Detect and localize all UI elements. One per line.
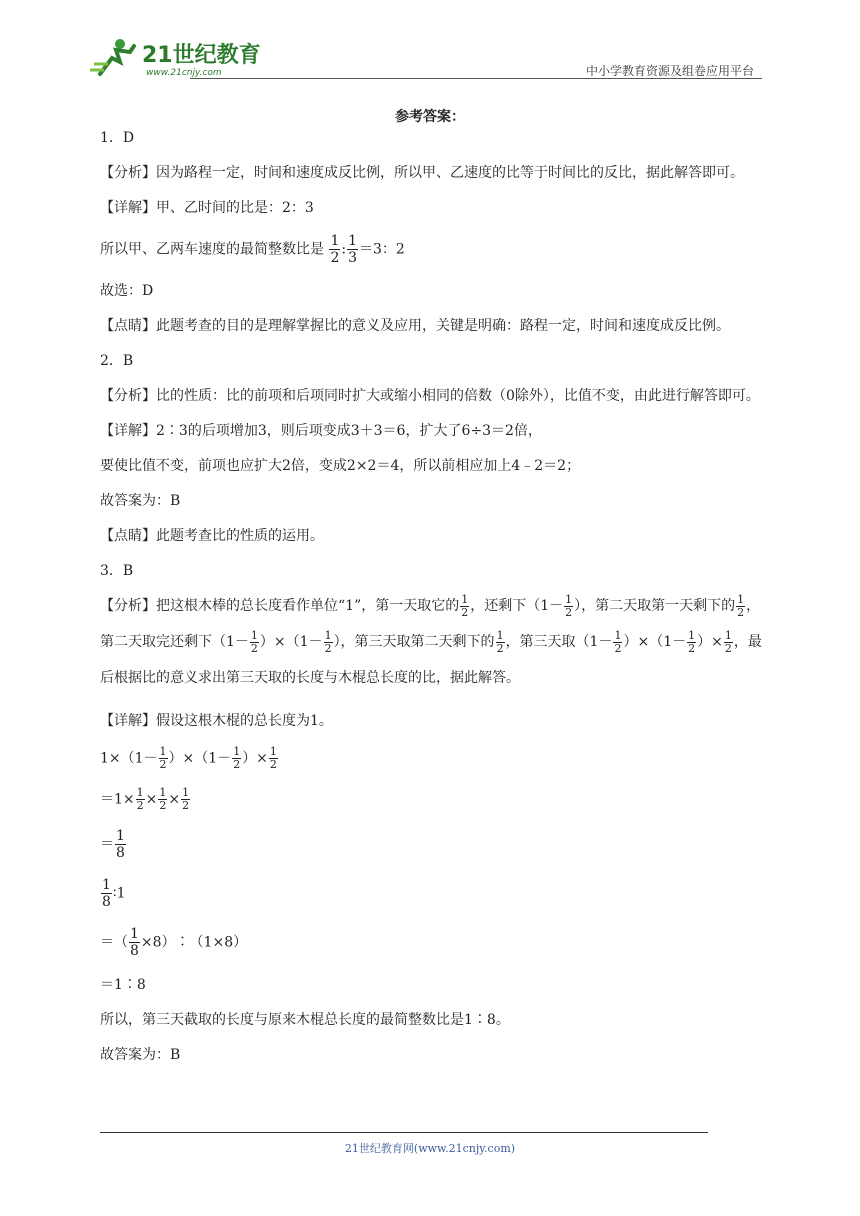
q3-conclusion: 所以，第三天截取的长度与原来木棍总长度的最简整数比是1∶8。 [100,1012,510,1028]
q3-expr-2: ＝1× $\frac{1}{2}$ × $\frac{1}{2}$ × $\frac{1}{2}$ [100,786,190,812]
q2-detail-1: 【详解】2∶3的后项增加3，则后项变成3＋3＝6，扩大了6÷3＝2倍， [100,423,542,439]
q3-expr-3: ＝ $\frac{1}{8}$ [100,828,125,861]
q2-analysis: 【分析】比的性质：比的前项和后项同时扩大或缩小相同的倍数（0除外），比值不变，由此进行解答即可。 [100,388,760,404]
q1-comment: 【点睛】此题考查的目的是理解掌握比的意义及应用，关键是明确：路程一定，时间和速度成反比例。 [100,318,730,334]
q3-detail: 【详解】假设这根木棍的总长度为1。 [100,713,333,729]
footer-divider [100,1132,708,1133]
page-header [90,30,762,80]
q1-answer: 1．D [100,130,135,146]
answer-content [100,128,765,1080]
q3-expr-4: $\frac{1}{8}$ ∶1 [102,877,126,910]
q3-choice: 故答案为：B [100,1047,181,1063]
header-platform-name: 中小学教育资源及组卷应用平台 [585,64,754,78]
q3-expr-6: ＝1∶8 [100,977,146,993]
q2-choice: 故答案为：B [100,493,181,509]
q1-analysis: 【分析】因为路程一定，时间和速度成反比例，所以甲、乙速度的比等于时间比的反比，据此解答即可。 [100,165,744,181]
page-title: 参考答案： [395,109,465,125]
logo-text: 21世纪教育 [142,43,261,68]
q3-expr-5: ＝（ $\frac{1}{8}$ ×8）∶（1×8） [100,926,248,959]
logo-url: www.21cnjy.com [146,68,222,78]
q2-detail-2: 要使比值不变，前项也应扩大2倍，变成2×2＝4，所以前相应加上4﹣2＝2； [100,458,581,474]
q1-detail-2: 所以甲、乙两车速度的最简整数比是 $\frac{1}{2}$ : $\frac{1}{3}$ ＝3：2 [100,233,405,266]
text: ＝3：2 [359,241,405,258]
q3-answer: 3．B [100,563,134,579]
q1-detail-1: 【详解】甲、乙时间的比是：2：3 [100,200,314,216]
q1-choice: 故选：D [100,283,154,299]
q3-analysis: 【分析】把这根木棒的总长度看作单位“1”，第一天取它的 $\frac{1}{2}$ ，还剩下（1－ $\frac{1}{2}$ ），第二天取第一天剩下的 $\frac{1}{2}$ ，第二天取完还剩下（1－ $\frac{1}{2}$ ）×（1－ $\frac{1}{2}$ ），第三天取第二天剩下的 $\frac{1}{2}$ ，第三天取（1－ $\frac{1}{2}$ ）×（1－ $\frac{1}{2}$ ）× $\frac{1}{2}$ ，最后根据比的意义求出第三天取的长度与木棍总长度的比，据此解答。 [100,592,762,686]
q2-answer: 2．B [100,353,134,369]
fraction-one-half: $\frac{1}{2}$ [330,233,340,266]
header-divider [190,78,762,79]
q3-expr-1: 1×（1－ $\frac{1}{2}$ ）×（1－ $\frac{1}{2}$ ）× $\frac{1}{2}$ [100,745,277,771]
text: 所以甲、乙两车速度的最简整数比是 [100,241,324,258]
footer-source: 21世纪教育网(www.21cnjy.com) [344,1142,516,1155]
logo-21cnjy [90,34,290,78]
q2-comment: 【点睛】此题考查比的性质的运用。 [100,528,324,544]
fraction-one-third: $\frac{1}{3}$ [348,233,358,266]
